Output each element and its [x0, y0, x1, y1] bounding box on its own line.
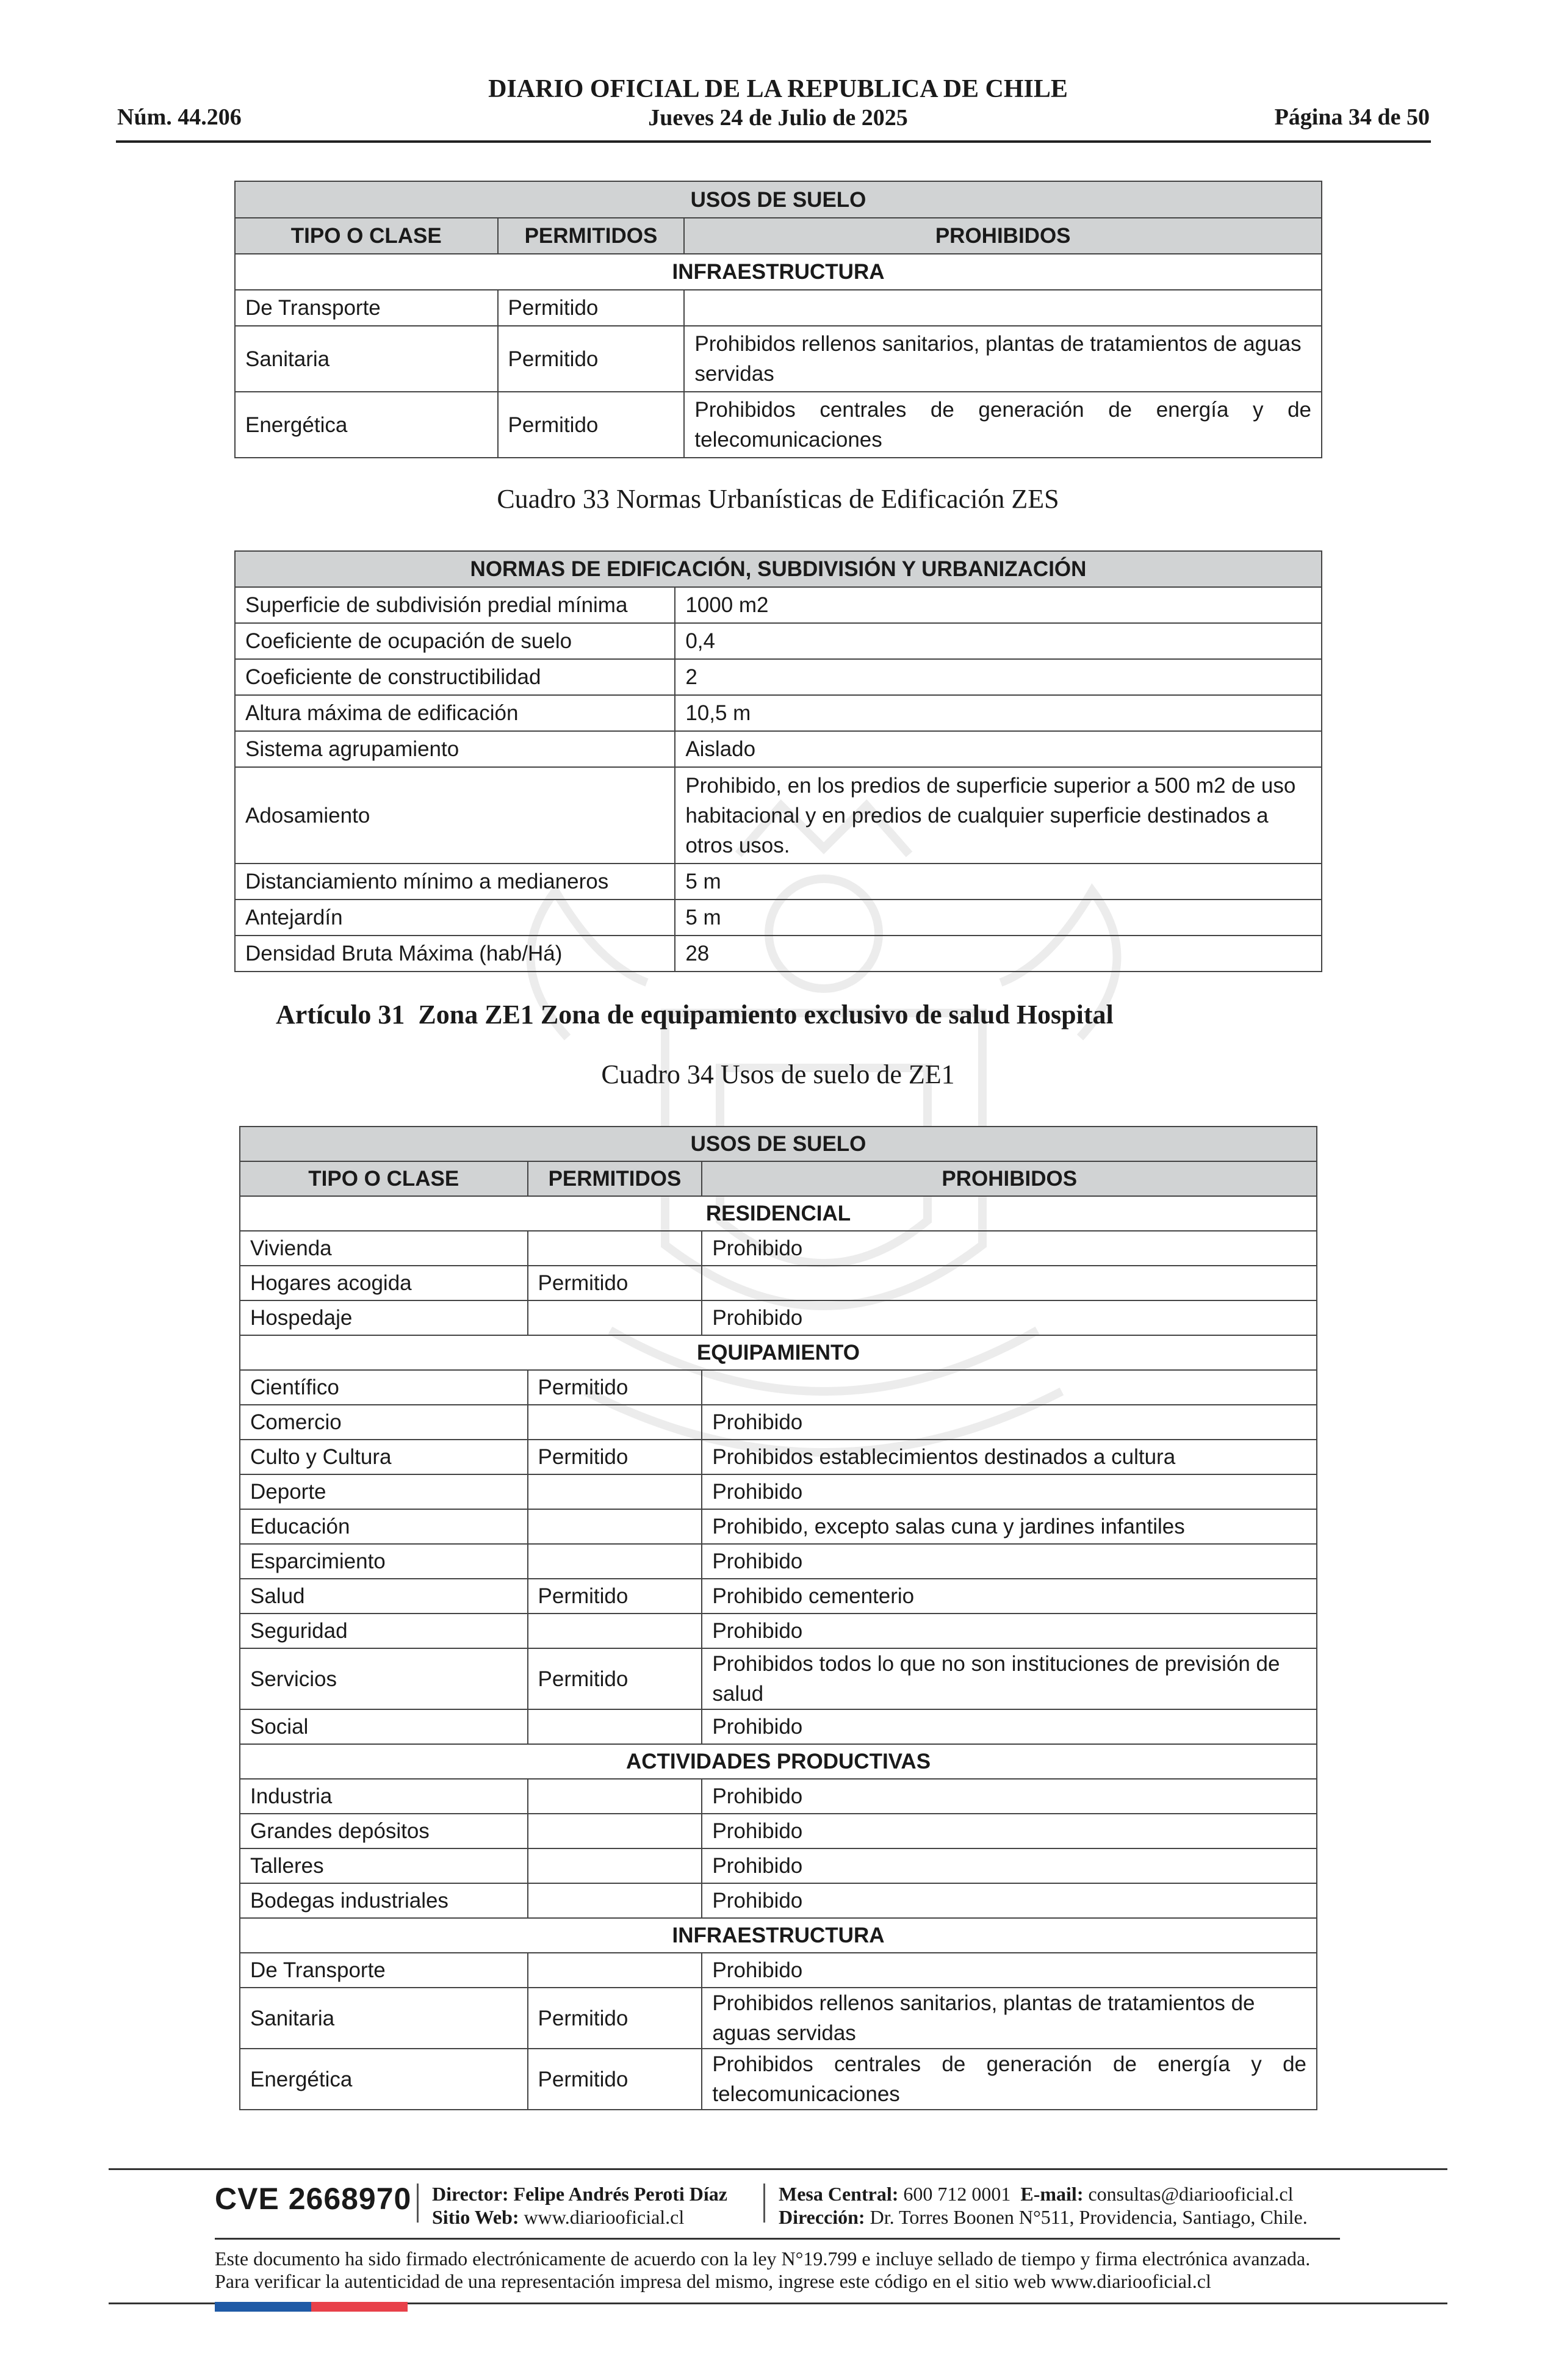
cell-forbidden: Prohibido — [702, 1300, 1317, 1335]
cell-forbidden: Prohibidos rellenos sanitarios, plantas de tratamientos de aguas servidas — [702, 1988, 1317, 2049]
cell-type: Servicios — [240, 1648, 528, 1709]
cell-value: 10,5 m — [675, 695, 1322, 731]
table-title: USOS DE SUELO — [235, 181, 1322, 218]
cell-forbidden: Prohibido — [702, 1779, 1317, 1814]
address-label: Dirección: — [779, 2206, 865, 2228]
table-row — [240, 2049, 1317, 2110]
cell-value: 1000 m2 — [675, 587, 1322, 623]
cell-label: Superficie de subdivisión predial mínima — [235, 587, 675, 623]
cell-type: Esparcimiento — [240, 1544, 528, 1579]
cell-forbidden: Prohibido — [702, 1405, 1317, 1440]
cell-allowed: Permitido — [528, 1988, 702, 2049]
cell-forbidden: Prohibidos todos lo que no son instituciones de previsión de salud — [702, 1648, 1317, 1709]
section-header: INFRAESTRUCTURA — [240, 1918, 1317, 1953]
cell-forbidden: Prohibido — [702, 1814, 1317, 1848]
cell-label: Densidad Bruta Máxima (hab/Há) — [235, 936, 675, 972]
phone-number: 600 712 0001 — [903, 2183, 1011, 2205]
cell-allowed — [528, 1953, 702, 1988]
table-title: NORMAS DE EDIFICACIÓN, SUBDIVISIÓN Y URBANIZACIÓN — [235, 551, 1322, 587]
table-row — [240, 1814, 1317, 1848]
building-norms-table — [234, 550, 1322, 972]
flag-stripe-blue — [215, 2302, 311, 2312]
cell-allowed: Permitido — [528, 1440, 702, 1474]
cell-type: Educación — [240, 1509, 528, 1544]
cell-type: Energética — [240, 2049, 528, 2110]
cell-forbidden: Prohibido — [702, 1709, 1317, 1744]
table-row — [240, 1405, 1317, 1440]
cell-forbidden: Prohibido — [702, 1883, 1317, 1918]
table-row — [240, 1509, 1317, 1544]
cell-allowed — [528, 1883, 702, 1918]
column-header-allowed: PERMITIDOS — [498, 218, 685, 254]
table-caption-34: Cuadro 34 Usos de suelo de ZE1 — [601, 1059, 955, 1089]
cell-forbidden: Prohibido cementerio — [702, 1579, 1317, 1614]
section-header: EQUIPAMIENTO — [240, 1335, 1317, 1370]
cell-value: 5 m — [675, 900, 1322, 936]
table-row — [235, 587, 1322, 623]
website-label: Sitio Web: — [432, 2206, 519, 2228]
cell-type: Deporte — [240, 1474, 528, 1509]
phone-label: Mesa Central: — [779, 2183, 899, 2205]
cell-type: Sanitaria — [235, 326, 498, 392]
column-header-forbidden: PROHIBIDOS — [684, 218, 1322, 254]
cell-value: 28 — [675, 936, 1322, 972]
cell-type: Grandes depósitos — [240, 1814, 528, 1848]
cell-allowed — [528, 1814, 702, 1848]
director-label: Director: — [432, 2183, 509, 2205]
issue-number: Núm. 44.206 — [117, 104, 242, 130]
cell-type: Talleres — [240, 1848, 528, 1883]
table-row — [240, 1709, 1317, 1744]
cell-value: Aislado — [675, 731, 1322, 767]
cell-value: 0,4 — [675, 623, 1322, 659]
cell-type: Comercio — [240, 1405, 528, 1440]
page-indicator: Página 34 de 50 — [1274, 104, 1430, 130]
cell-allowed: Permitido — [528, 1579, 702, 1614]
cell-type: Culto y Cultura — [240, 1440, 528, 1474]
cell-type: De Transporte — [235, 290, 498, 326]
section-header: RESIDENCIAL — [240, 1196, 1317, 1231]
email-label: E-mail: — [1020, 2183, 1084, 2205]
table-row — [235, 659, 1322, 695]
cell-allowed — [528, 1509, 702, 1544]
column-header-type: TIPO O CLASE — [235, 218, 498, 254]
table-row — [240, 1544, 1317, 1579]
footer-separator — [417, 2183, 419, 2223]
cell-forbidden: Prohibido — [702, 1848, 1317, 1883]
footer-divider-mid — [215, 2238, 1340, 2240]
cell-value: 5 m — [675, 864, 1322, 900]
cell-value: 2 — [675, 659, 1322, 695]
table-row — [235, 731, 1322, 767]
flag-stripe-red — [311, 2302, 408, 2312]
cell-allowed — [528, 1614, 702, 1648]
cell-forbidden: Prohibidos centrales de generación de energía y de telecomunicaciones — [702, 2049, 1317, 2110]
table-row — [235, 936, 1322, 972]
footer-divider-top — [109, 2168, 1447, 2170]
cell-type: Hogares acogida — [240, 1266, 528, 1300]
article-heading: Artículo 31 Zona ZE1 Zona de equipamiento exclusivo de salud Hospital — [276, 1000, 1114, 1030]
cell-type: Salud — [240, 1579, 528, 1614]
publication-date: Jueves 24 de Julio de 2025 — [648, 105, 908, 131]
cell-forbidden: Prohibido — [702, 1953, 1317, 1988]
cell-allowed: Permitido — [498, 326, 685, 392]
table-row — [240, 1231, 1317, 1266]
cell-type: De Transporte — [240, 1953, 528, 1988]
cell-type: Bodegas industriales — [240, 1883, 528, 1918]
table-row — [240, 1953, 1317, 1988]
cell-forbidden: Prohibido — [702, 1474, 1317, 1509]
cell-label: Sistema agrupamiento — [235, 731, 675, 767]
table-row — [240, 1440, 1317, 1474]
cell-allowed — [528, 1779, 702, 1814]
cell-forbidden: Prohibidos rellenos sanitarios, plantas de tratamientos de aguas servidas — [684, 326, 1322, 392]
publication-title: DIARIO OFICIAL DE LA REPUBLICA DE CHILE — [488, 75, 1068, 103]
cell-allowed: Permitido — [498, 392, 685, 458]
footer-contact-block — [779, 2182, 1308, 2229]
cell-type: Energética — [235, 392, 498, 458]
cell-allowed — [528, 1474, 702, 1509]
email-link[interactable]: consultas@diariooficial.cl — [1088, 2183, 1294, 2205]
cell-type: Social — [240, 1709, 528, 1744]
cell-type: Industria — [240, 1779, 528, 1814]
cell-allowed: Permitido — [498, 290, 685, 326]
table-row — [240, 1370, 1317, 1405]
cell-allowed — [528, 1848, 702, 1883]
table-row — [240, 1474, 1317, 1509]
cell-allowed — [528, 1231, 702, 1266]
cell-forbidden: Prohibido — [702, 1231, 1317, 1266]
table-row — [235, 290, 1322, 326]
cve-code: CVE 2668970 — [215, 2182, 412, 2216]
table-row — [235, 326, 1322, 392]
cell-label: Distanciamiento mínimo a medianeros — [235, 864, 675, 900]
cell-forbidden: Prohibidos centrales de generación de energía y de telecomunicaciones — [684, 392, 1322, 458]
table-row — [240, 1883, 1317, 1918]
column-header-forbidden: PROHIBIDOS — [702, 1161, 1317, 1196]
table-row — [240, 1988, 1317, 2049]
column-header-allowed: PERMITIDOS — [528, 1161, 702, 1196]
land-use-table-infrastructure — [234, 181, 1322, 458]
cell-forbidden: Prohibido, excepto salas cuna y jardines infantiles — [702, 1509, 1317, 1544]
table-row — [240, 1579, 1317, 1614]
table-title: USOS DE SUELO — [240, 1127, 1317, 1161]
cell-type: Seguridad — [240, 1614, 528, 1648]
table-row — [240, 1779, 1317, 1814]
table-caption-33: Cuadro 33 Normas Urbanísticas de Edificación ZES — [497, 484, 1059, 514]
land-use-table-ze1 — [239, 1126, 1317, 2110]
cell-label: Altura máxima de edificación — [235, 695, 675, 731]
cell-allowed: Permitido — [528, 1266, 702, 1300]
cell-label: Coeficiente de ocupación de suelo — [235, 623, 675, 659]
cell-forbidden — [702, 1266, 1317, 1300]
cell-allowed — [528, 1544, 702, 1579]
section-header: ACTIVIDADES PRODUCTIVAS — [240, 1744, 1317, 1779]
cell-value: Prohibido, en los predios de superficie superior a 500 m2 de uso habitacional y en predios de cualquier superficie destinados a otros usos. — [675, 767, 1322, 864]
cell-label: Coeficiente de constructibilidad — [235, 659, 675, 695]
table-row — [240, 1648, 1317, 1709]
cell-forbidden: Prohibidos establecimientos destinados a cultura — [702, 1440, 1317, 1474]
cell-type: Vivienda — [240, 1231, 528, 1266]
director-name: Felipe Andrés Peroti Díaz — [513, 2183, 727, 2205]
cell-allowed: Permitido — [528, 1648, 702, 1709]
table-row — [235, 900, 1322, 936]
cell-label: Adosamiento — [235, 767, 675, 864]
cell-label: Antejardín — [235, 900, 675, 936]
table-row — [235, 623, 1322, 659]
cell-allowed — [528, 1405, 702, 1440]
cell-type: Sanitaria — [240, 1988, 528, 2049]
cell-allowed: Permitido — [528, 1370, 702, 1405]
table-row — [240, 1848, 1317, 1883]
table-row — [240, 1266, 1317, 1300]
table-row — [235, 392, 1322, 458]
section-header: INFRAESTRUCTURA — [235, 254, 1322, 290]
footer-separator — [763, 2183, 765, 2223]
cell-type: Científico — [240, 1370, 528, 1405]
table-row — [235, 767, 1322, 864]
address-text: Dr. Torres Boonen N°511, Providencia, Santiago, Chile. — [870, 2206, 1308, 2228]
legal-notice: Este documento ha sido firmado electrónicamente de acuerdo con la ley N°19.799 e incluye sellado de tiempo y firma electrónica avanzada. Para verificar la autenticidad de una representación impresa del mismo, ingrese este código en el sitio web www.diariooficial.cl — [215, 2248, 1311, 2292]
cell-forbidden — [702, 1370, 1317, 1405]
cell-allowed — [528, 1709, 702, 1744]
column-header-type: TIPO O CLASE — [240, 1161, 528, 1196]
cell-allowed: Permitido — [528, 2049, 702, 2110]
table-row — [235, 864, 1322, 900]
cell-forbidden — [684, 290, 1322, 326]
table-row — [240, 1614, 1317, 1648]
cell-type: Hospedaje — [240, 1300, 528, 1335]
footer-director-block — [432, 2182, 727, 2229]
table-row — [240, 1300, 1317, 1335]
header-divider — [116, 140, 1431, 143]
cell-allowed — [528, 1300, 702, 1335]
website-link[interactable]: www.diariooficial.cl — [524, 2206, 685, 2228]
cell-forbidden: Prohibido — [702, 1614, 1317, 1648]
cell-forbidden: Prohibido — [702, 1544, 1317, 1579]
table-row — [235, 695, 1322, 731]
